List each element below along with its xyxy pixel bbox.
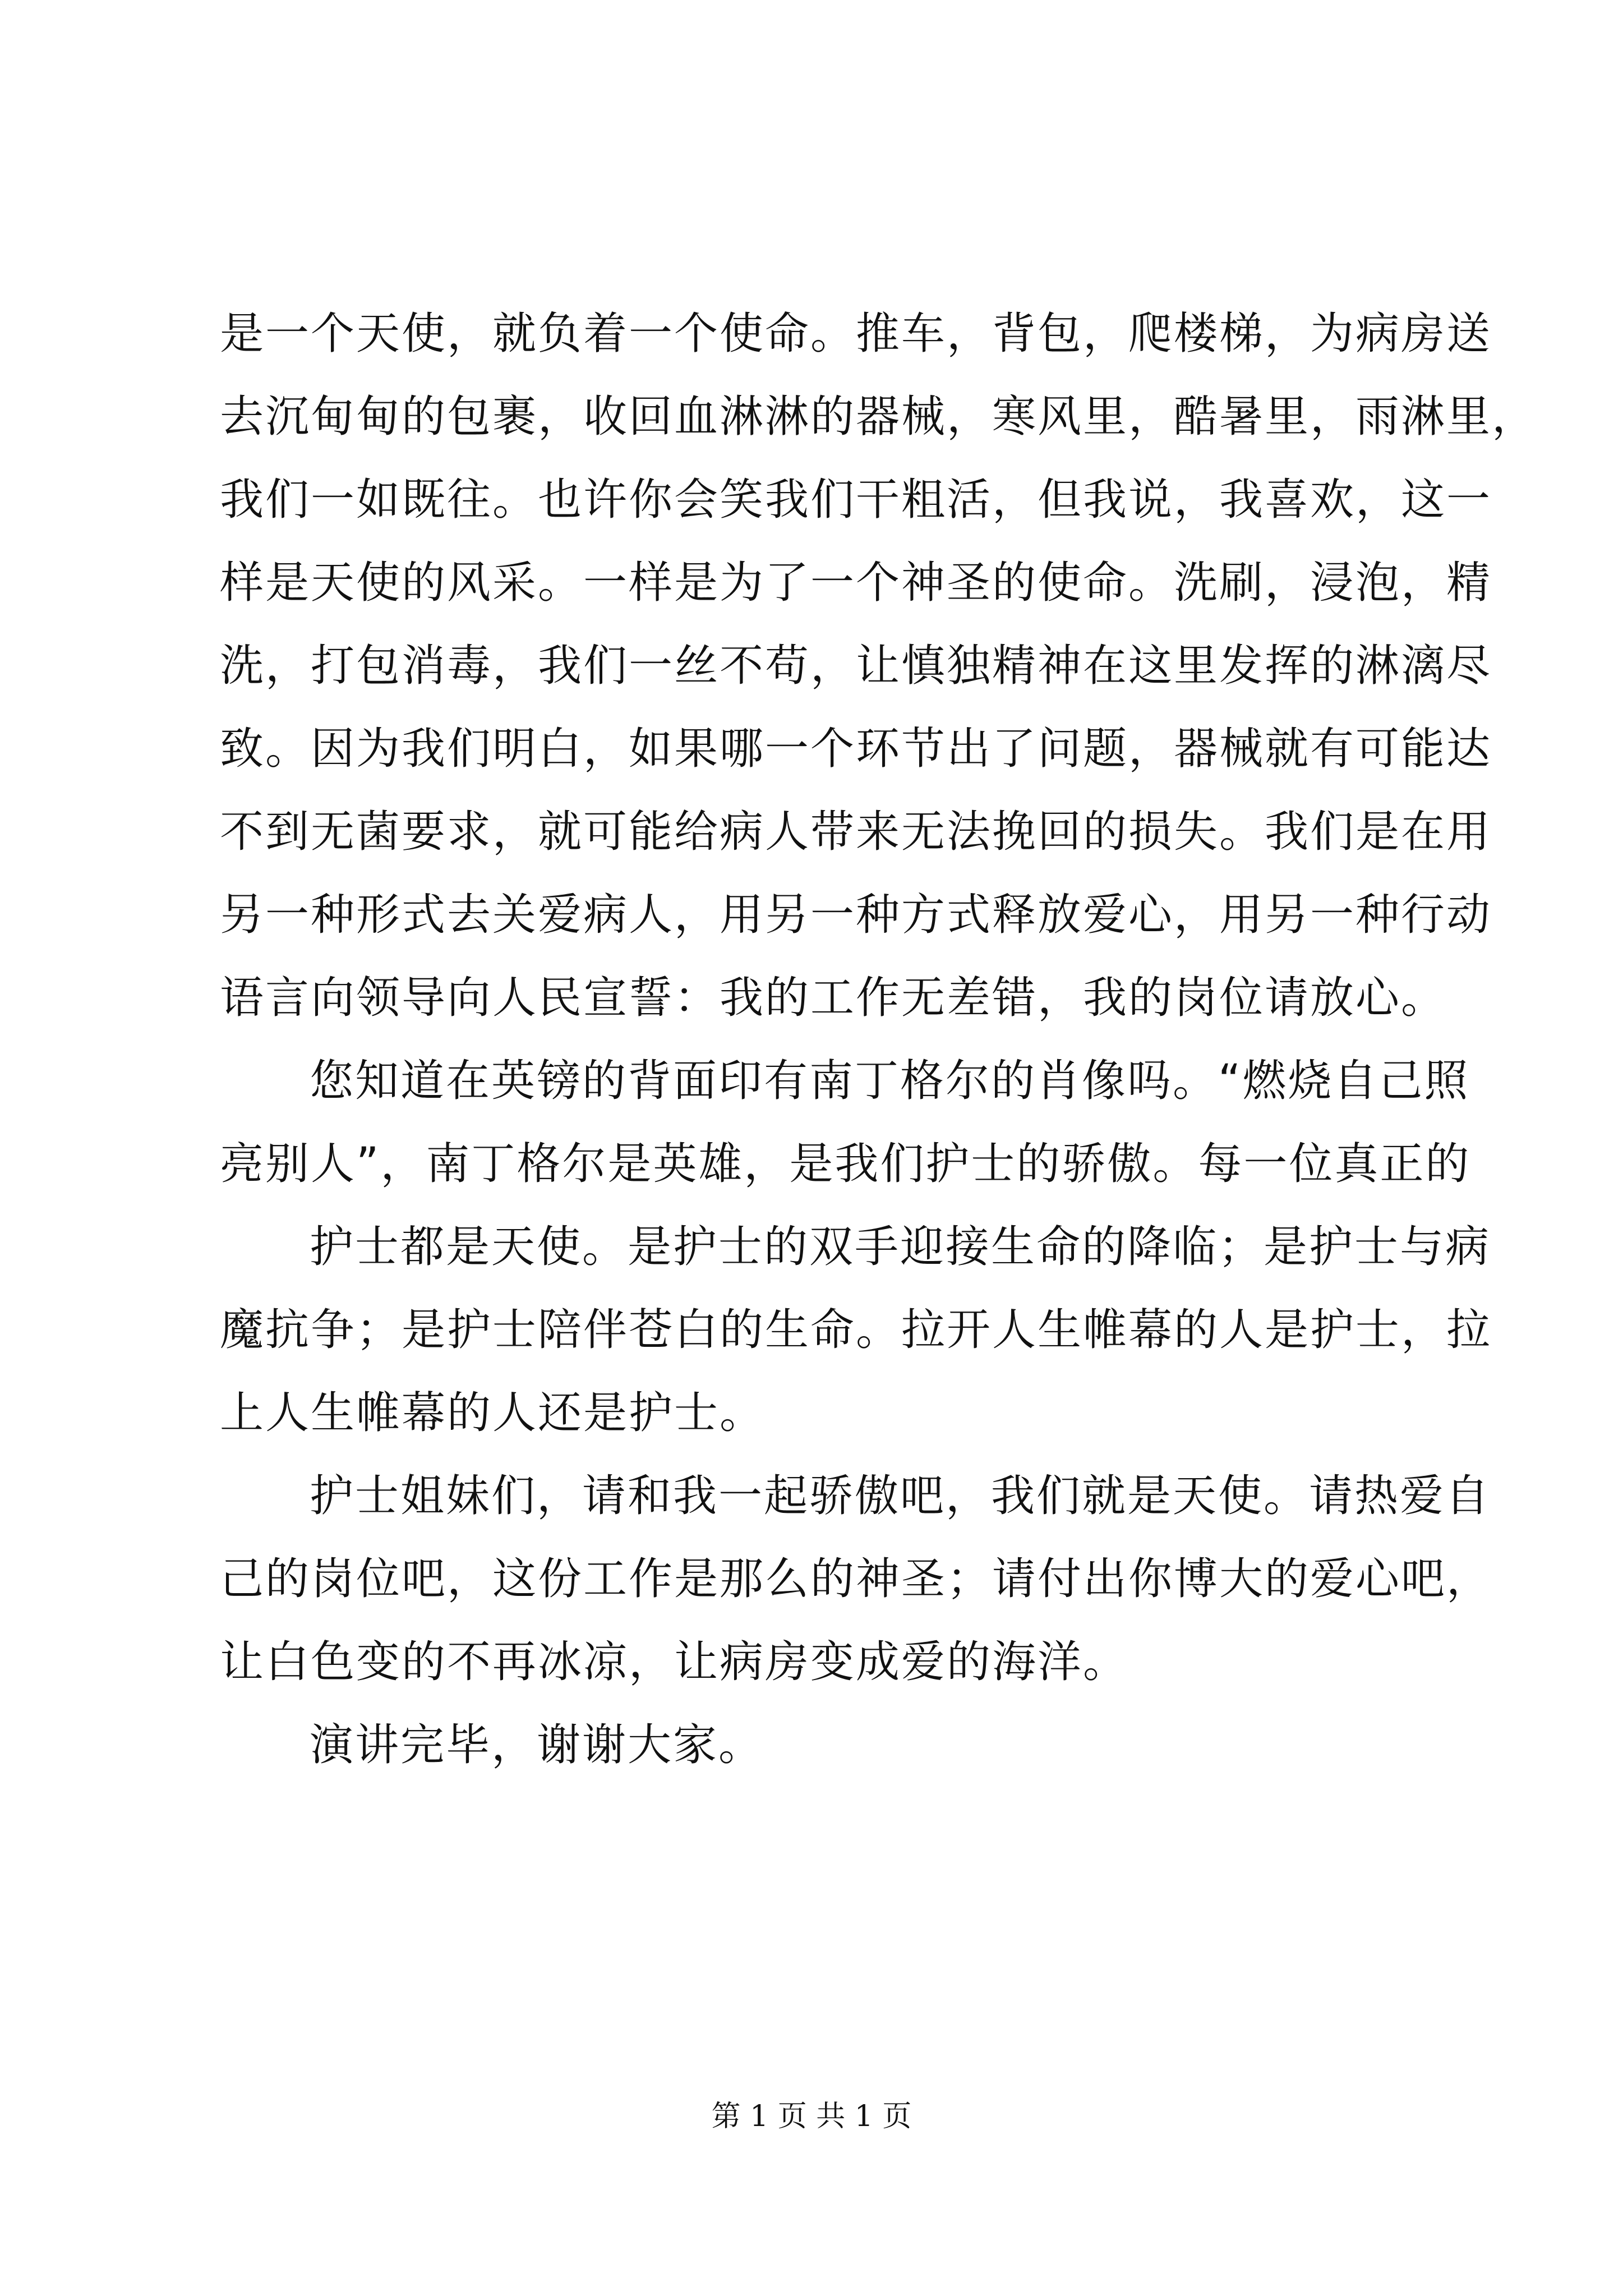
text-line: 语言向领导向人民宣誓：我的工作无差错，我的岗位请放心。 xyxy=(220,973,1447,1023)
text-line: 护士姐妹们，请和我一起骄傲吧，我们就是天使。请热爱自 xyxy=(310,1471,1491,1521)
text-line: 魔抗争；是护士陪伴苍白的生命。拉开人生帷幕的人是护士，拉 xyxy=(220,1305,1492,1355)
text-line: 演讲完毕，谢谢大家。 xyxy=(310,1720,764,1770)
text-line: 亮别人”，南丁格尔是英雄，是我们护士的骄傲。每一位真正的 xyxy=(220,1139,1471,1189)
text-line: 去沉甸甸的包裹，收回血淋淋的器械，寒风里，酷暑里，雨淋里， xyxy=(220,392,1538,442)
text-line: 您知道在英镑的背面印有南丁格尔的肖像吗。“燃烧自己照 xyxy=(310,1056,1470,1106)
text-line: 洗，打包消毒，我们一丝不苟，让慎独精神在这里发挥的淋漓尽 xyxy=(220,641,1492,691)
text-line: 另一种形式去关爱病人，用另一种方式释放爱心，用另一种行动 xyxy=(220,890,1492,940)
text-line: 不到无菌要求，就可能给病人带来无法挽回的损失。我们是在用 xyxy=(220,807,1492,857)
page-footer: 第 1 页 共 1 页 xyxy=(711,2100,912,2133)
text-line: 上人生帷幕的人还是护士。 xyxy=(220,1388,766,1438)
text-line: 致。因为我们明白，如果哪一个环节出了问题，器械就有可能达 xyxy=(220,724,1492,774)
text-line: 让白色变的不再冰凉，让病房变成爱的海洋。 xyxy=(220,1637,1129,1687)
text-line: 样是天使的风采。一样是为了一个神圣的使命。洗刷，浸泡，精 xyxy=(220,558,1492,608)
text-line: 己的岗位吧，这份工作是那么的神圣；请付出你博大的爱心吧， xyxy=(220,1554,1492,1604)
text-line: 是一个天使，就负着一个使命。推车，背包，爬楼梯，为病房送 xyxy=(220,309,1492,359)
text-line: 我们一如既往。也许你会笑我们干粗活，但我说，我喜欢，这一 xyxy=(220,475,1492,525)
text-line: 护士都是天使。是护士的双手迎接生命的降临；是护士与病 xyxy=(310,1222,1491,1272)
